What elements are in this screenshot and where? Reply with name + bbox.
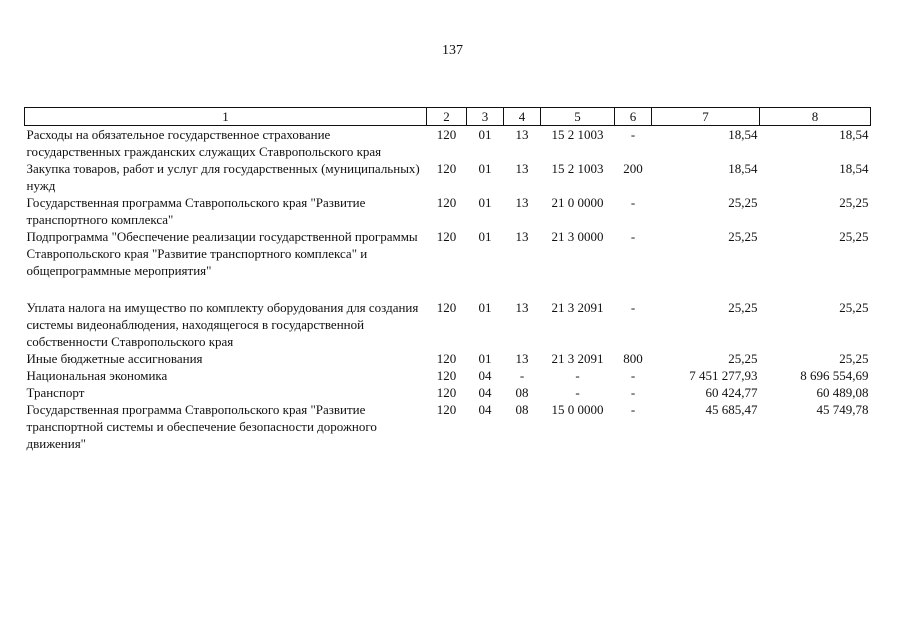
row-name: Подпрограмма "Обеспечение реализации государственной программы Ставропольского края "Развитие транспортного комплекса" и общепрограммные мероприятия" — [26, 229, 418, 278]
table-row — [25, 350, 871, 367]
cell-col8: 8 696 554,69 — [800, 368, 869, 383]
table-row — [25, 160, 871, 194]
cell-col2: 120 — [436, 351, 457, 366]
cell-col7: 25,25 — [728, 195, 758, 210]
table-row — [25, 401, 871, 452]
column-header: 4 — [504, 108, 541, 126]
spacer-row — [25, 279, 871, 299]
cell-col2: 120 — [436, 385, 457, 400]
cell-col5: 15 2 1003 — [551, 127, 604, 142]
budget-table — [24, 107, 871, 452]
column-header: 2 — [427, 108, 467, 126]
cell-col4: 13 — [515, 229, 529, 244]
cell-col8: 18,54 — [839, 161, 869, 176]
table-row — [25, 228, 871, 279]
row-name: Национальная экономика — [26, 368, 168, 383]
cell-col5: 15 0 0000 — [551, 402, 604, 417]
cell-col3: 01 — [478, 127, 492, 142]
cell-col8: 25,25 — [839, 195, 869, 210]
cell-col5: - — [575, 368, 580, 383]
cell-col3: 01 — [478, 300, 492, 315]
cell-col3: 04 — [478, 385, 492, 400]
cell-col2: 120 — [436, 161, 457, 176]
row-name: Государственная программа Ставропольского края "Развитие транспортной системы и обеспечение безопасности дорожного движения" — [26, 402, 377, 451]
cell-col3: 01 — [478, 195, 492, 210]
table-row — [25, 367, 871, 384]
column-header: 8 — [760, 108, 871, 126]
row-name: Закупка товаров, работ и услуг для государственных (муниципальных) нужд — [26, 161, 420, 193]
cell-col4: 08 — [515, 402, 529, 417]
cell-col8: 25,25 — [839, 351, 869, 366]
cell-col5: 21 3 2091 — [551, 300, 604, 315]
table-header-row — [25, 108, 871, 126]
table-row — [25, 126, 871, 161]
cell-col3: 04 — [478, 402, 492, 417]
cell-col7: 45 685,47 — [705, 402, 758, 417]
table-row — [25, 299, 871, 350]
cell-col3: 01 — [478, 229, 492, 244]
cell-col7: 25,25 — [728, 300, 758, 315]
cell-col7: 25,25 — [728, 229, 758, 244]
cell-col2: 120 — [436, 368, 457, 383]
cell-col4: 13 — [515, 300, 529, 315]
row-name: Расходы на обязательное государственное страхование государственных гражданских служащих Ставропольского края — [26, 127, 382, 159]
cell-col2: 120 — [436, 127, 457, 142]
page-number: 137 — [442, 43, 463, 58]
cell-col3: 04 — [478, 368, 492, 383]
cell-col5: - — [575, 385, 580, 400]
cell-col2: 120 — [436, 300, 457, 315]
cell-col8: 60 489,08 — [816, 385, 869, 400]
column-header: 1 — [25, 108, 427, 126]
cell-col6: - — [630, 402, 636, 417]
table-row — [25, 384, 871, 401]
cell-col6: - — [630, 195, 636, 210]
spacer-cell — [25, 279, 871, 299]
table-row — [25, 194, 871, 228]
row-name: Уплата налога на имущество по комплекту оборудования для создания системы видеонаблюдения, находящегося в государственной собственности Ставропольского края — [26, 300, 419, 349]
cell-col3: 01 — [478, 161, 492, 176]
cell-col6: - — [630, 127, 636, 142]
cell-col8: 25,25 — [839, 300, 869, 315]
cell-col5: 21 0 0000 — [551, 195, 604, 210]
cell-col8: 25,25 — [839, 229, 869, 244]
cell-col7: 25,25 — [728, 351, 758, 366]
cell-col7: 60 424,77 — [705, 385, 758, 400]
cell-col3: 01 — [478, 351, 492, 366]
cell-col6: 200 — [623, 161, 643, 176]
cell-col4: 13 — [515, 195, 529, 210]
cell-col2: 120 — [436, 402, 457, 417]
row-name: Иные бюджетные ассигнования — [26, 351, 203, 366]
cell-col7: 18,54 — [728, 161, 758, 176]
column-header: 7 — [652, 108, 760, 126]
cell-col2: 120 — [436, 195, 457, 210]
cell-col4: - — [519, 368, 525, 383]
cell-col5: 21 3 2091 — [551, 351, 604, 366]
cell-col7: 18,54 — [728, 127, 758, 142]
row-name: Транспорт — [26, 385, 85, 400]
cell-col6: - — [630, 368, 636, 383]
row-name: Государственная программа Ставропольского края "Развитие транспортного комплекса" — [26, 195, 366, 227]
cell-col6: - — [630, 229, 636, 244]
cell-col6: 800 — [623, 351, 643, 366]
cell-col6: - — [630, 300, 636, 315]
cell-col4: 13 — [515, 127, 529, 142]
column-header: 3 — [467, 108, 504, 126]
cell-col7: 7 451 277,93 — [689, 368, 758, 383]
cell-col5: 21 3 0000 — [551, 229, 604, 244]
cell-col5: 15 2 1003 — [551, 161, 604, 176]
column-header: 5 — [541, 108, 615, 126]
cell-col2: 120 — [436, 229, 457, 244]
cell-col4: 13 — [515, 351, 529, 366]
column-header: 6 — [615, 108, 652, 126]
cell-col8: 45 749,78 — [816, 402, 869, 417]
cell-col4: 13 — [515, 161, 529, 176]
cell-col4: 08 — [515, 385, 529, 400]
cell-col8: 18,54 — [839, 127, 869, 142]
cell-col6: - — [630, 385, 636, 400]
